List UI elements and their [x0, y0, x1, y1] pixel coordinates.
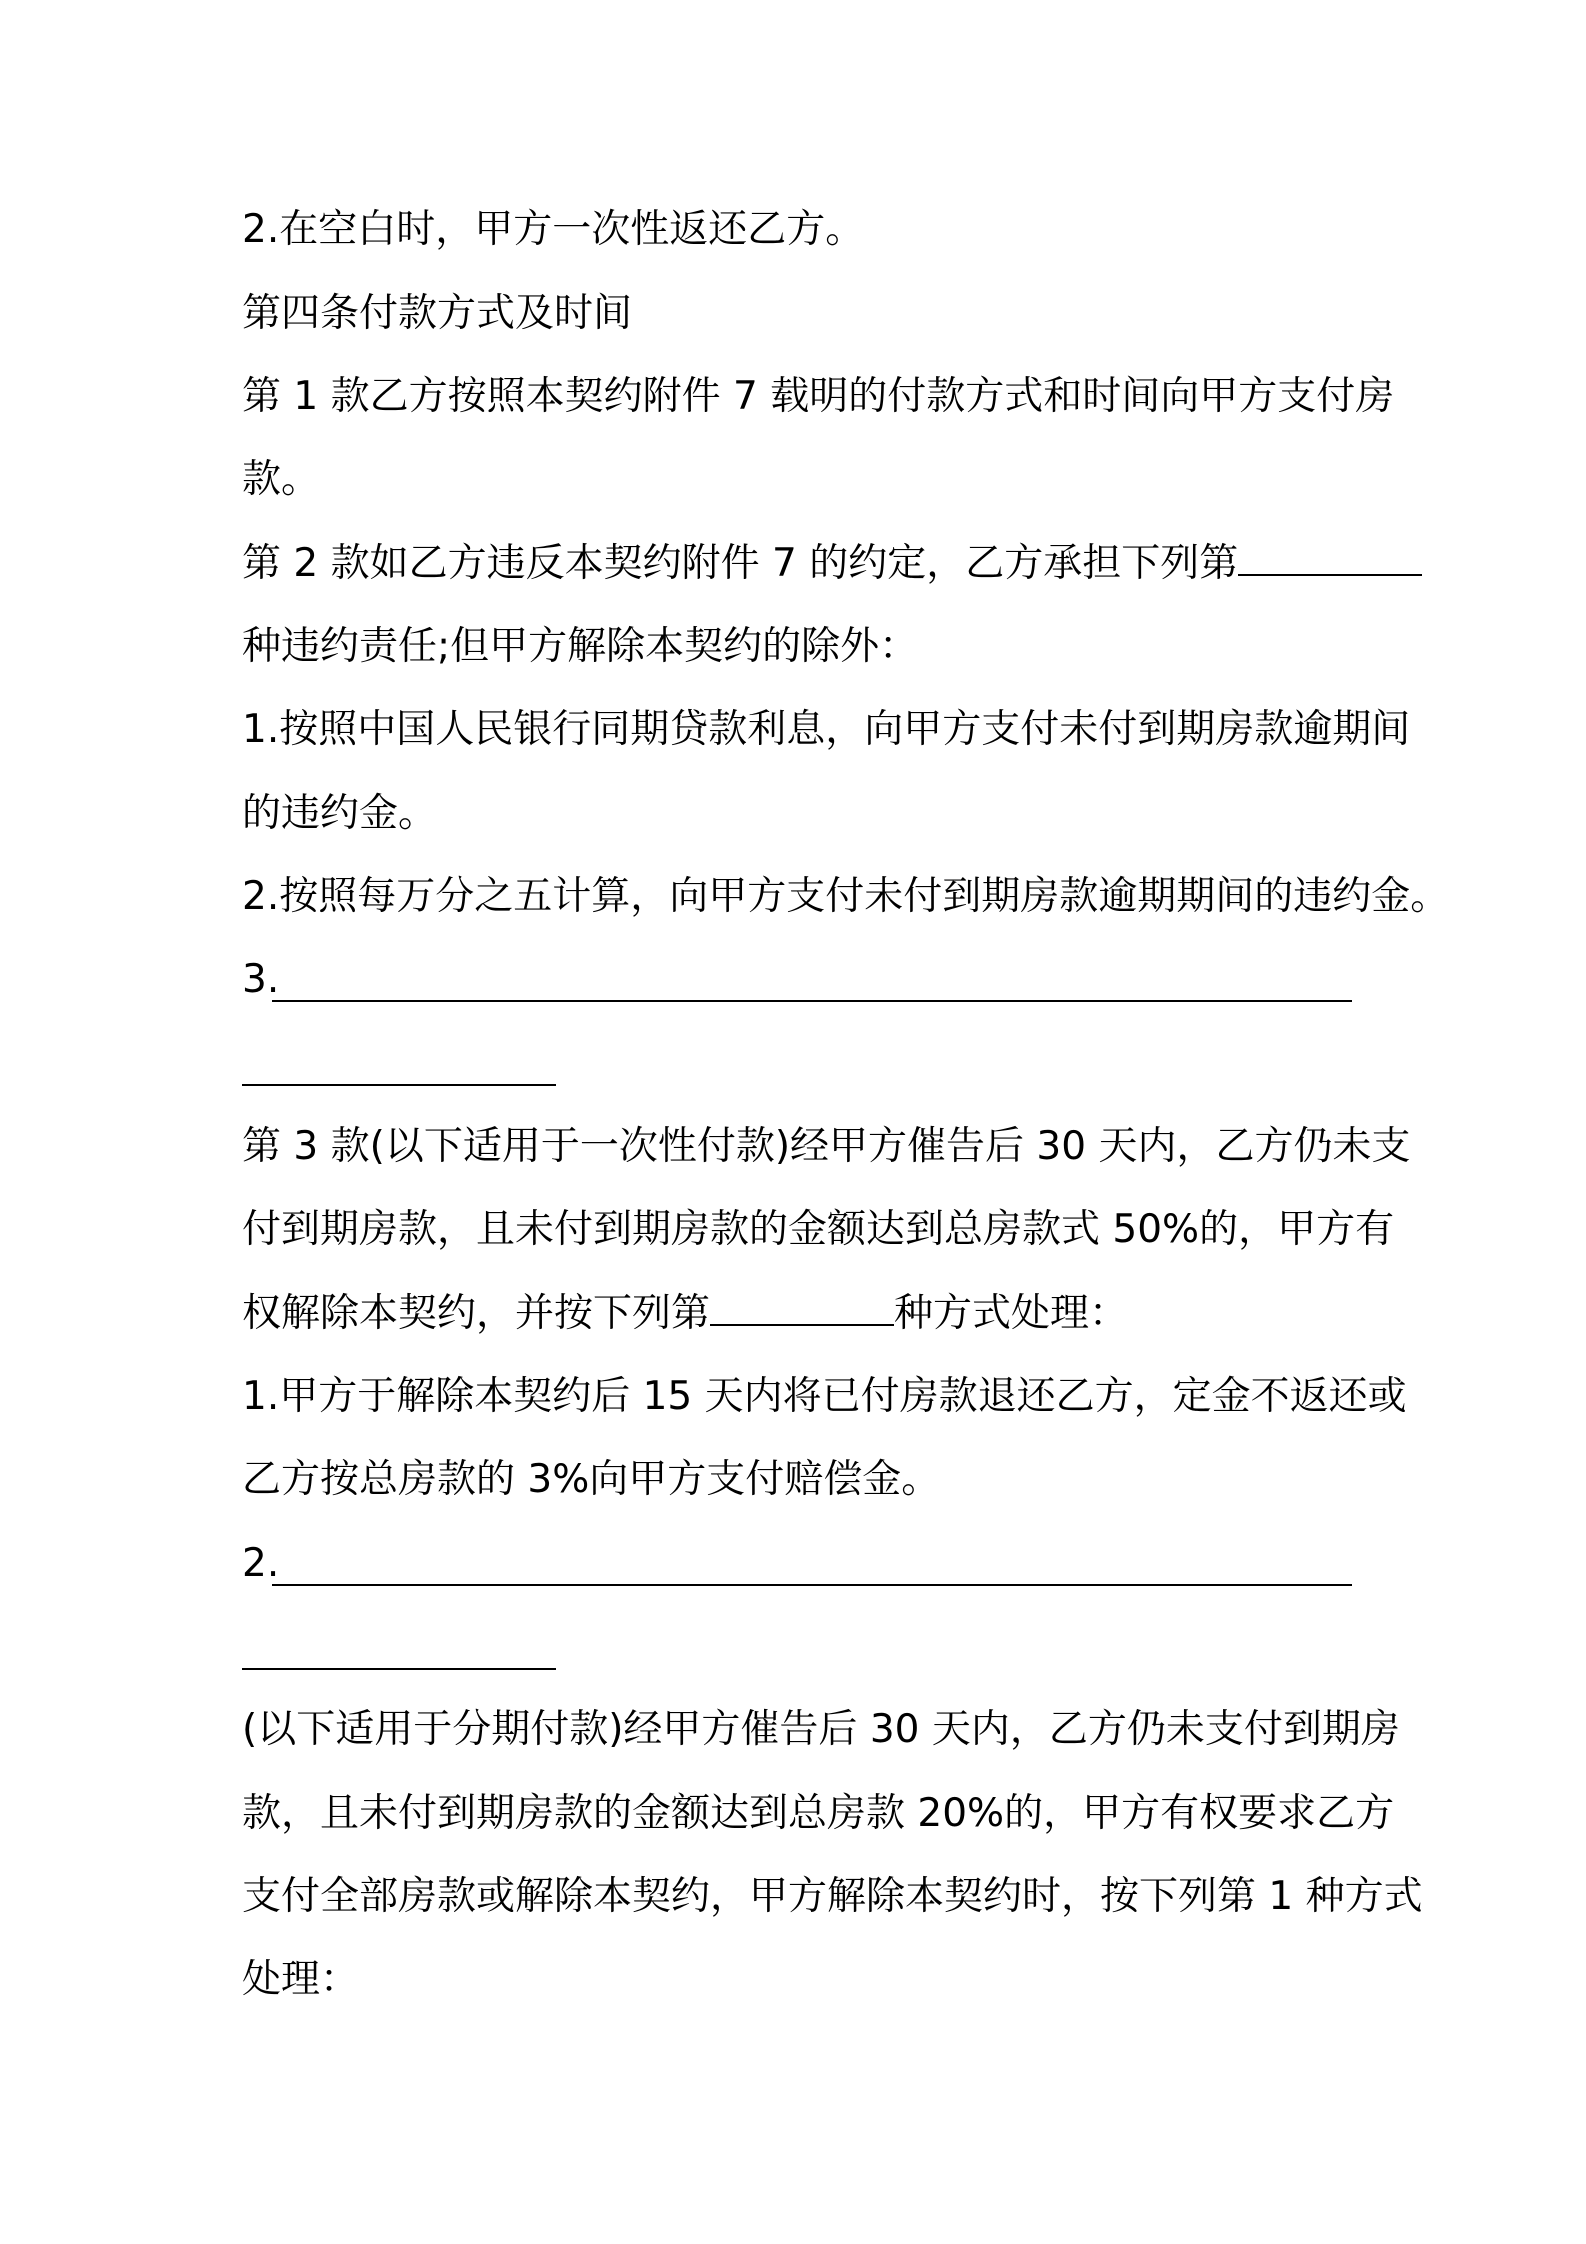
clause-line: 种违约责任;但甲方解除本契约的除外： [242, 624, 919, 669]
clause-line: 付到期房款，且未付到期房款的金额达到总房款式 50%的，甲方有 [242, 1207, 1395, 1252]
clause-line: (以下适用于分期付款)经甲方催告后 30 天内，乙方仍未支付到期房 [242, 1707, 1400, 1752]
clause-line: 第 3 款(以下适用于一次性付款)经甲方催告后 30 天内，乙方仍未支 [242, 1124, 1411, 1169]
clause-line [242, 1290, 1128, 1338]
clause-line: 2.按照每万分之五计算，向甲方支付未付到期房款逾期期间的违约金。 [242, 874, 1450, 919]
clause-line: 的违约金。 [242, 791, 438, 836]
clause-line: 2.在空白时，甲方一次性返还乙方。 [242, 207, 865, 252]
item-number: 3. [242, 957, 280, 1002]
clause-text: 种方式处理： [894, 1291, 1129, 1336]
clause-line: 第 1 款乙方按照本契约附件 7 载明的付款方式和时间向甲方支付房 [242, 374, 1395, 419]
fill-in-blank[interactable] [272, 998, 1352, 1002]
clause-line [242, 1540, 279, 1588]
clause-line: 款，且未付到期房款的金额达到总房款 20%的，甲方有权要求乙方 [242, 1791, 1395, 1836]
fill-in-blank[interactable] [242, 1666, 556, 1670]
clause-line: 款。 [242, 457, 321, 502]
fill-in-blank[interactable] [272, 1582, 1352, 1586]
fill-in-blank[interactable] [242, 1082, 556, 1086]
clause-line: 乙方按总房款的 3%向甲方支付赔偿金。 [242, 1457, 941, 1502]
fill-in-blank[interactable] [1238, 540, 1422, 576]
clause-line: 1.甲方于解除本契约后 15 天内将已付房款退还乙方，定金不返还或 [242, 1374, 1407, 1419]
clause-line: 处理： [242, 1957, 360, 2002]
fill-in-blank[interactable] [710, 1290, 894, 1326]
clause-line [242, 956, 279, 1004]
clause-text: 第 2 款如乙方违反本契约附件 7 的约定，乙方承担下列第 [242, 541, 1239, 586]
clause-text: 权解除本契约，并按下列第 [242, 1291, 711, 1336]
clause-line: 1.按照中国人民银行同期贷款利息，向甲方支付未付到期房款逾期间 [242, 707, 1411, 752]
section-heading: 第四条付款方式及时间 [242, 291, 633, 336]
item-number: 2. [242, 1541, 280, 1586]
clause-line [242, 540, 1422, 588]
clause-line: 支付全部房款或解除本契约，甲方解除本契约时，按下列第 1 种方式 [242, 1874, 1423, 1919]
